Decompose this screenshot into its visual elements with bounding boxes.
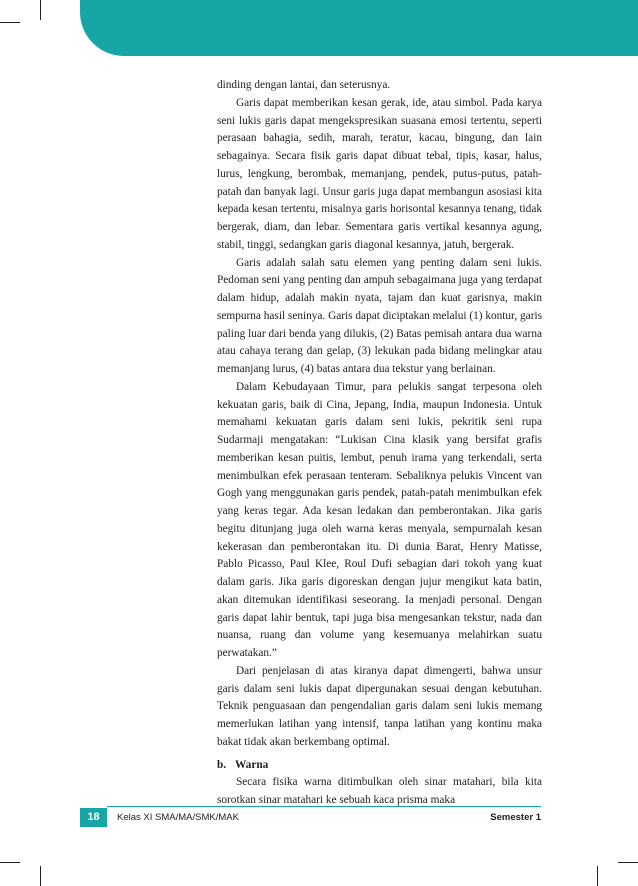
page-body bbox=[217, 77, 542, 810]
book-title: Kelas XI SMA/MA/SMK/MAK bbox=[117, 812, 239, 823]
paragraph: Dari penjelasan di atas kiranya dapat dimengerti, bahwa unsur garis dalam seni lukis dapat dipergunakan sesuai dengan kebutuhan. Teknik penguasaan dan pengendalian garis dalam seni lukis memang memerlukan latihan yang intensif, tanpa latihan yang kontinu maka bakat tidak akan berkembang optimal. bbox=[217, 664, 542, 748]
paragraph: Garis dapat memberikan kesan gerak, ide, atau simbol. Pada karya seni lukis garis dapat mengekspresikan suasana emosi tertentu, seperti perasaan bahagia, sedih, marah, teratur, kacau, bingung, dan lain sebagainya. Secara fisik garis dapat dibuat tebal, tipis, kasar, halus, lurus, lengkung, berombak, memanjang, pendek, putus-putus, patah-patah dan banyak lagi. Unsur garis juga dapat membangun asosiasi kita kepada kesan tertentu, misalnya garis horisontal kesannya tenang, tidak bergerak, diam, dan lebar. Sementara garis vertikal kesannya agung, stabil, tinggi, sedangkan garis diagonal kesannya, jatuh, bergerak. bbox=[217, 96, 542, 251]
header-banner bbox=[80, 0, 638, 56]
crop-mark bbox=[40, 866, 41, 886]
paragraph: Dalam Kebudayaan Timur, para pelukis sangat terpesona oleh kekuatan garis, baik di Cina, Jepang, India, maupun Indonesia. Untuk memahami kekuatan garis dalam seni lukis, pekritik seni rupa Sudarmaji mengatakan: “Lukisan Cina klasik yang bersifat grafis memberikan kesan puitis, lembut, penuh irama yang terkendali, serta menimbulkan efek perasaan tenteram. Sebaliknya pelukis Vincent van Gogh yang menggunakan garis pendek, patah-patah menimbulkan efek yang keras tegar. Ada kesan ledakan dan pemberontakan. Jika garis begitu ditunjang juga oleh warna keras menyala, sempurnalah kesan kekerasan dan pemberontakan itu. Di dunia Barat, Henry Matisse, Pablo Picasso, Paul Klee, Roul Dufi sebagian dari tokoh yang kuat dalam garis. Jika garis digoreskan dengan jujur mengikut kata batin, akan ditemukan identifikasi seseorang. Ia menjadi personal. Dengan garis dapat lahir bentuk, tapi juga bisa mengesankan tekstur, nada dan nuansa, ruang dan volume yang kesemuanya melahirkan suatu perwatakan.” bbox=[217, 380, 542, 659]
crop-mark bbox=[618, 862, 638, 863]
section-title: Warna bbox=[235, 758, 269, 771]
paragraph: Garis adalah salah satu elemen yang penting dalam seni lukis. Pedoman seni yang penting dan ampuh sebagaimana juga yang terdapat dalam hidup, adalah makin nyata, tajam dan kuat garisnya, makin sempurna hasil seninya. Garis dapat diciptakan melalui (1) kontur, garis paling luar dari benda yang dilukis, (2) Batas pemisah antara dua warna atau cahaya terang dan gelap, (3) lekukan pada bidang melingkar atau memanjang lurus, (4) batas antara dua tekstur yang berlainan. bbox=[217, 256, 542, 375]
footer-divider bbox=[107, 806, 541, 807]
crop-mark bbox=[0, 862, 20, 863]
crop-mark bbox=[0, 22, 20, 23]
semester-label: Semester 1 bbox=[490, 812, 541, 823]
crop-mark bbox=[597, 866, 598, 886]
paragraph: dinding dengan lantai, dan seterusnya. bbox=[217, 79, 391, 91]
paragraph: Secara fisika warna ditimbulkan oleh sinar matahari, bila kita sorotkan sinar matahari ke sebuah kaca prisma maka bbox=[217, 776, 542, 806]
section-number: b. bbox=[217, 758, 227, 771]
section-heading bbox=[217, 757, 542, 775]
page-number: 18 bbox=[80, 808, 107, 827]
crop-mark bbox=[40, 0, 41, 20]
